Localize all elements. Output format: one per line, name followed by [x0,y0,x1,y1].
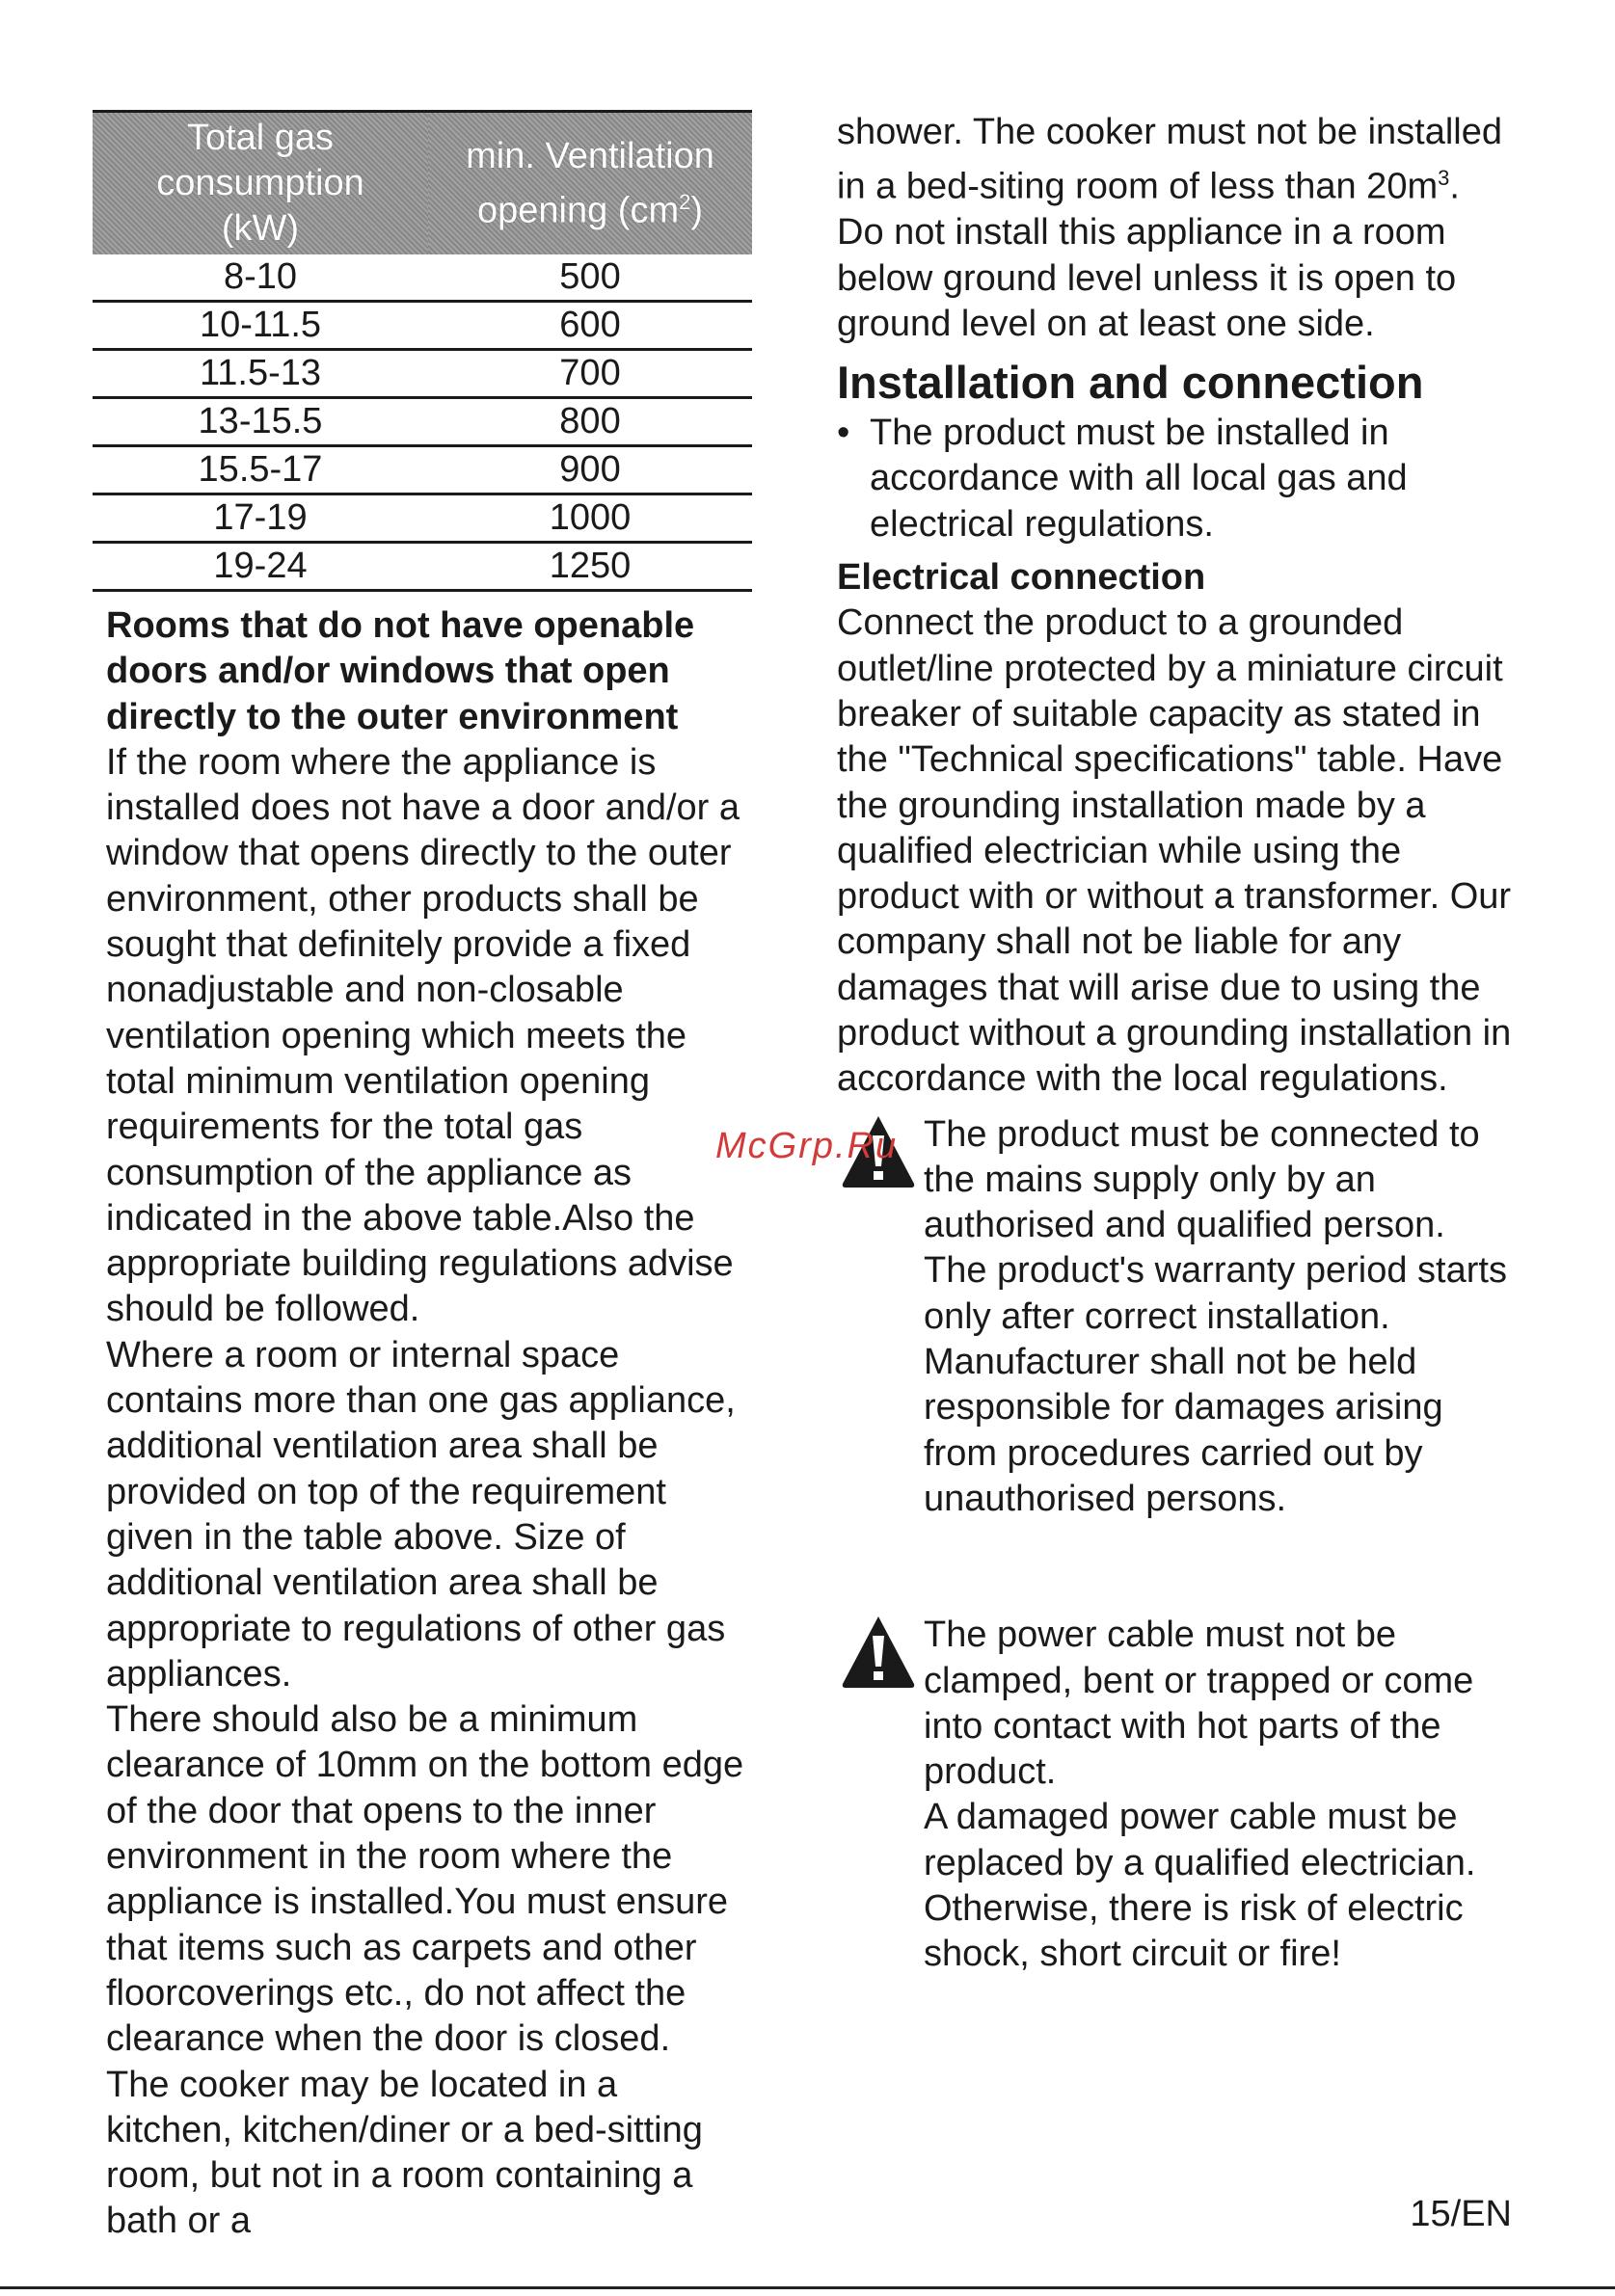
paragraph-multiple-appliances: Where a room or internal space contains more than one gas appliance, additional ventilation area shall be provided on top of the requirement given in the table above. Size of additional ventilation area shall be appropriate to regulations of other gas appliances. [106,1334,736,1695]
table-row: 10-11.5 600 [93,302,752,350]
table-row: 15.5-17 900 [93,446,752,494]
sub-title: Electrical connection [837,557,1206,599]
bottom-divider [0,2286,1615,2289]
left-column [93,110,752,2245]
table-row: 8-10 500 [93,254,752,302]
section-title: Installation and connection [837,357,1424,409]
warning-block-cable: The power cable must not be clamped, bent or trapped or come into contact with hot parts of the product. A damaged power cable must be replaced by a qualified electrician. Otherwise, there is risk of electric shock, short circuit or fire! [837,1613,1512,1977]
paragraph-shower: shower. The cooker must not be installed in a bed-siting room of less than $20m^3$. [837,112,1503,207]
paragraph-room-ventilation: If the room where the appliance is installed does not have a door and/or a window that opens directly to the outer environment, other products shall be sought that definitely provide a fixed nonadjustable and non-closable ventilation opening which meets the total minimum ventilation opening requirements for the total gas consumption of the appliance as indicated in the above table.Also the appropriate building regulations advise should be followed. [106,741,740,1330]
table-header-row [93,112,752,255]
left-text-block [93,603,752,2245]
table-row: 13-15.5 800 [93,398,752,446]
paragraph-below-ground: Do not install this appliance in a room below ground level unless it is open to ground level on at least one side. [837,212,1457,344]
page-number: 15/EN [1410,2194,1512,2234]
table-row: 19-24 1250 [93,543,752,591]
bullet-dot: • [837,413,850,454]
watermark: McGrp.Ru [715,1126,899,1166]
bullet-item: • The product must be installed in accordance with all local gas and electrical regulations. [837,413,1408,545]
header-min-ventilation: min. Ventilation opening $(cm^2)$ [428,112,752,255]
paragraph-door-clearance: There should also be a minimum clearance of 10mm on the bottom edge of the door that opens to the inner environment in the room where the appliance is installed.You must ensure that items such as carpets and other floorcoverings etc., do not affect the clearance when the door is closed. [106,1699,744,2060]
table-row: 11.5-13 700 [93,350,752,398]
ventilation-table [93,110,752,592]
paragraph-cooker-location: The cooker may be located in a kitchen, kitchen/diner or a bed-sitting room, but not in a room containing a bath or a [106,2064,703,2242]
paragraph-electrical: Connect the product to a grounded outlet/line protected by a miniature circuit breaker of suitable capacity as stated in the "Technical specifications" table. Have the grounding installation made by a qualified electrician while using the product with or without a transformer. Our company shall not be liable for any damages that will arise due to using the product without a grounding installation in accordance with the local regulations. [837,602,1512,1100]
warning-block-connection: The product must be connected to the mains supply only by an authorised and qualified person. The product's warranty period starts only after correct installation. Manufacturer shall not be held responsible for damages arising from procedures carried out by unauthorised persons. [837,1112,1512,1523]
header-total-gas: Total gas consumption (kW) [93,112,428,255]
table-row: 17-19 1000 [93,494,752,543]
rooms-heading: Rooms that do not have openable doors and/or windows that open directly to the outer environment [106,605,695,737]
warning-triangle-icon [840,1613,917,1690]
right-column [837,110,1512,1978]
